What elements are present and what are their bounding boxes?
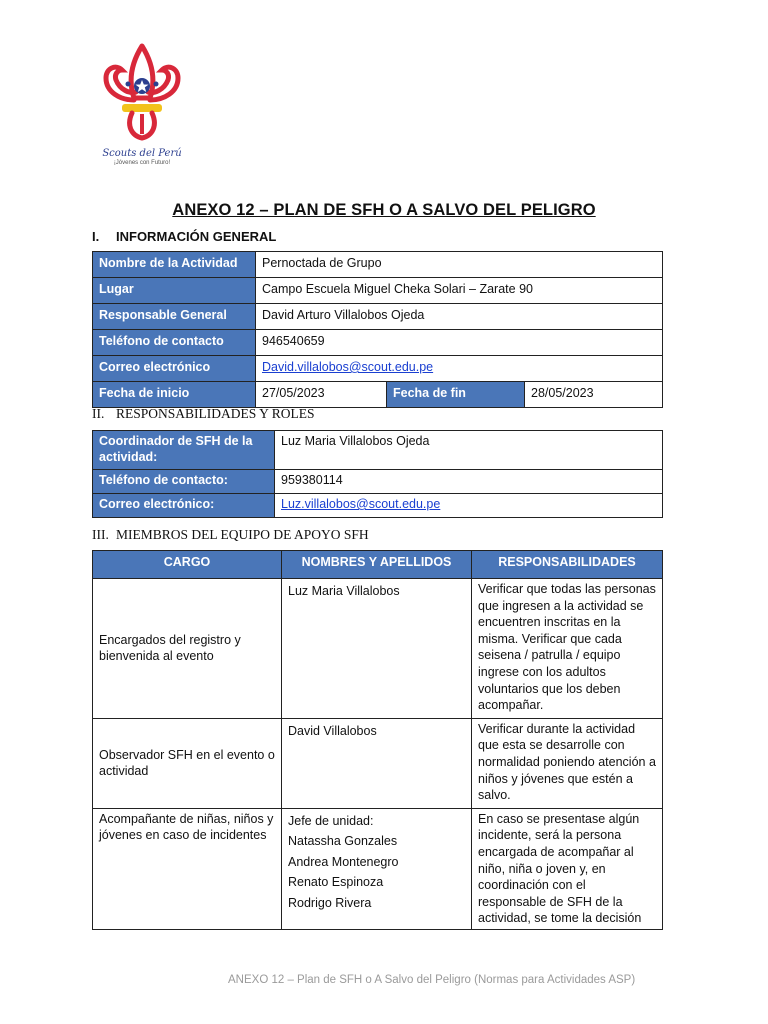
section-2-heading [92,406,315,422]
roles-table [92,430,663,518]
names-cell [282,579,472,719]
row-label: Teléfono de contacto [93,330,256,356]
general-info-table [92,251,663,408]
table-row [93,579,663,719]
section-2-number: II. [92,406,105,421]
table-row [93,494,663,518]
table-row [93,431,663,470]
email-link[interactable]: David.villalobos@scout.edu.pe [262,360,434,374]
member-name: Jefe de unidad: [288,813,374,828]
row-value [275,494,663,518]
row-label: Correo electrónico: [93,494,275,518]
row-value: Campo Escuela Miguel Cheka Solari – Zarate 90 [256,278,663,304]
table-row [93,330,663,356]
section-1-heading [92,229,276,244]
row-value: Luz Maria Villalobos Ojeda [275,431,663,470]
section-2-title: RESPONSABILIDADES Y ROLES [116,406,315,421]
table-row [93,356,663,382]
logo-title: Scouts del Perú [102,148,182,159]
cargo-cell: Encargados del registro y bienvenida al evento [93,579,282,719]
section-3-number: III. [92,527,109,542]
table-row [93,278,663,304]
row-label: Teléfono de contacto: [93,470,275,494]
row-value: 946540659 [256,330,663,356]
column-header: RESPONSABILIDADES [472,551,663,579]
section-3-heading [92,527,369,543]
member-name: Natassha Gonzales [288,834,398,849]
logo-caption [92,148,192,166]
page-footer: ANEXO 12 – Plan de SFH o A Salvo del Peligro (Normas para Actividades ASP) [228,974,636,986]
table-row [93,808,663,929]
document-title: ANEXO 12 – PLAN DE SFH O A SALVO DEL PELIGRO [172,201,596,219]
section-1-title: INFORMACIÓN GENERAL [116,229,277,244]
row-value: David Arturo Villalobos Ojeda [256,304,663,330]
support-team-table [92,550,663,930]
table-row [93,304,663,330]
column-header: CARGO [93,551,282,579]
table-row [93,718,663,808]
row-value: Pernoctada de Grupo [256,252,663,278]
table-row [93,382,663,408]
names-cell [282,718,472,808]
member-name: David Villalobos [288,723,377,738]
row-label: Correo electrónico [93,356,256,382]
row-label: Responsable General [93,304,256,330]
member-name: Luz Maria Villalobos [288,584,400,598]
row-value: 959380114 [275,470,663,494]
section-1-number: I. [92,229,100,244]
logo-subtitle: ¡Jóvenes con Futuro! [113,160,171,166]
section-3-title: MIEMBROS DEL EQUIPO DE APOYO SFH [116,527,369,542]
row-value [256,356,663,382]
row-label: Nombre de la Actividad [93,252,256,278]
cargo-cell: Observador SFH en el evento o actividad [93,718,282,808]
end-date-value: 28/05/2023 [525,382,663,408]
responsibilities-cell: En caso se presentase algún incidente, será la persona encargada de acompañar al niño, niña o joven y, en coordinación con el responsable de SFH de la actividad, se tome la decisión [472,808,663,929]
member-name: Rodrigo Rivera [288,895,372,910]
table-row [93,470,663,494]
column-header: NOMBRES Y APELLIDOS [282,551,472,579]
end-date-label: Fecha de fin [387,382,525,408]
cargo-cell: Acompañante de niñas, niños y jóvenes en caso de incidentes [93,808,282,929]
start-date-label: Fecha de inicio [93,382,256,408]
responsibilities-cell: Verificar que todas las personas que ingresen a la actividad se encuentren inscritas en la misma. Verificar que cada seisena / patrulla / equipo ingrese con los adultos voluntarios que los deben acompañar. [472,579,663,719]
responsibilities-cell: Verificar durante la actividad que esta se desarrolle con normalidad poniendo atención a niños y jóvenes que estén a salvo. [472,718,663,808]
names-cell [282,808,472,929]
row-label: Lugar [93,278,256,304]
email-link[interactable]: Luz.villalobos@scout.edu.pe [281,497,441,511]
row-label: Coordinador de SFH de la actividad: [93,431,275,470]
start-date-value: 27/05/2023 [256,382,387,408]
table-row [93,252,663,278]
member-name: Renato Espinoza [288,875,384,890]
member-name: Andrea Montenegro [288,854,399,869]
table-header-row [93,551,663,579]
